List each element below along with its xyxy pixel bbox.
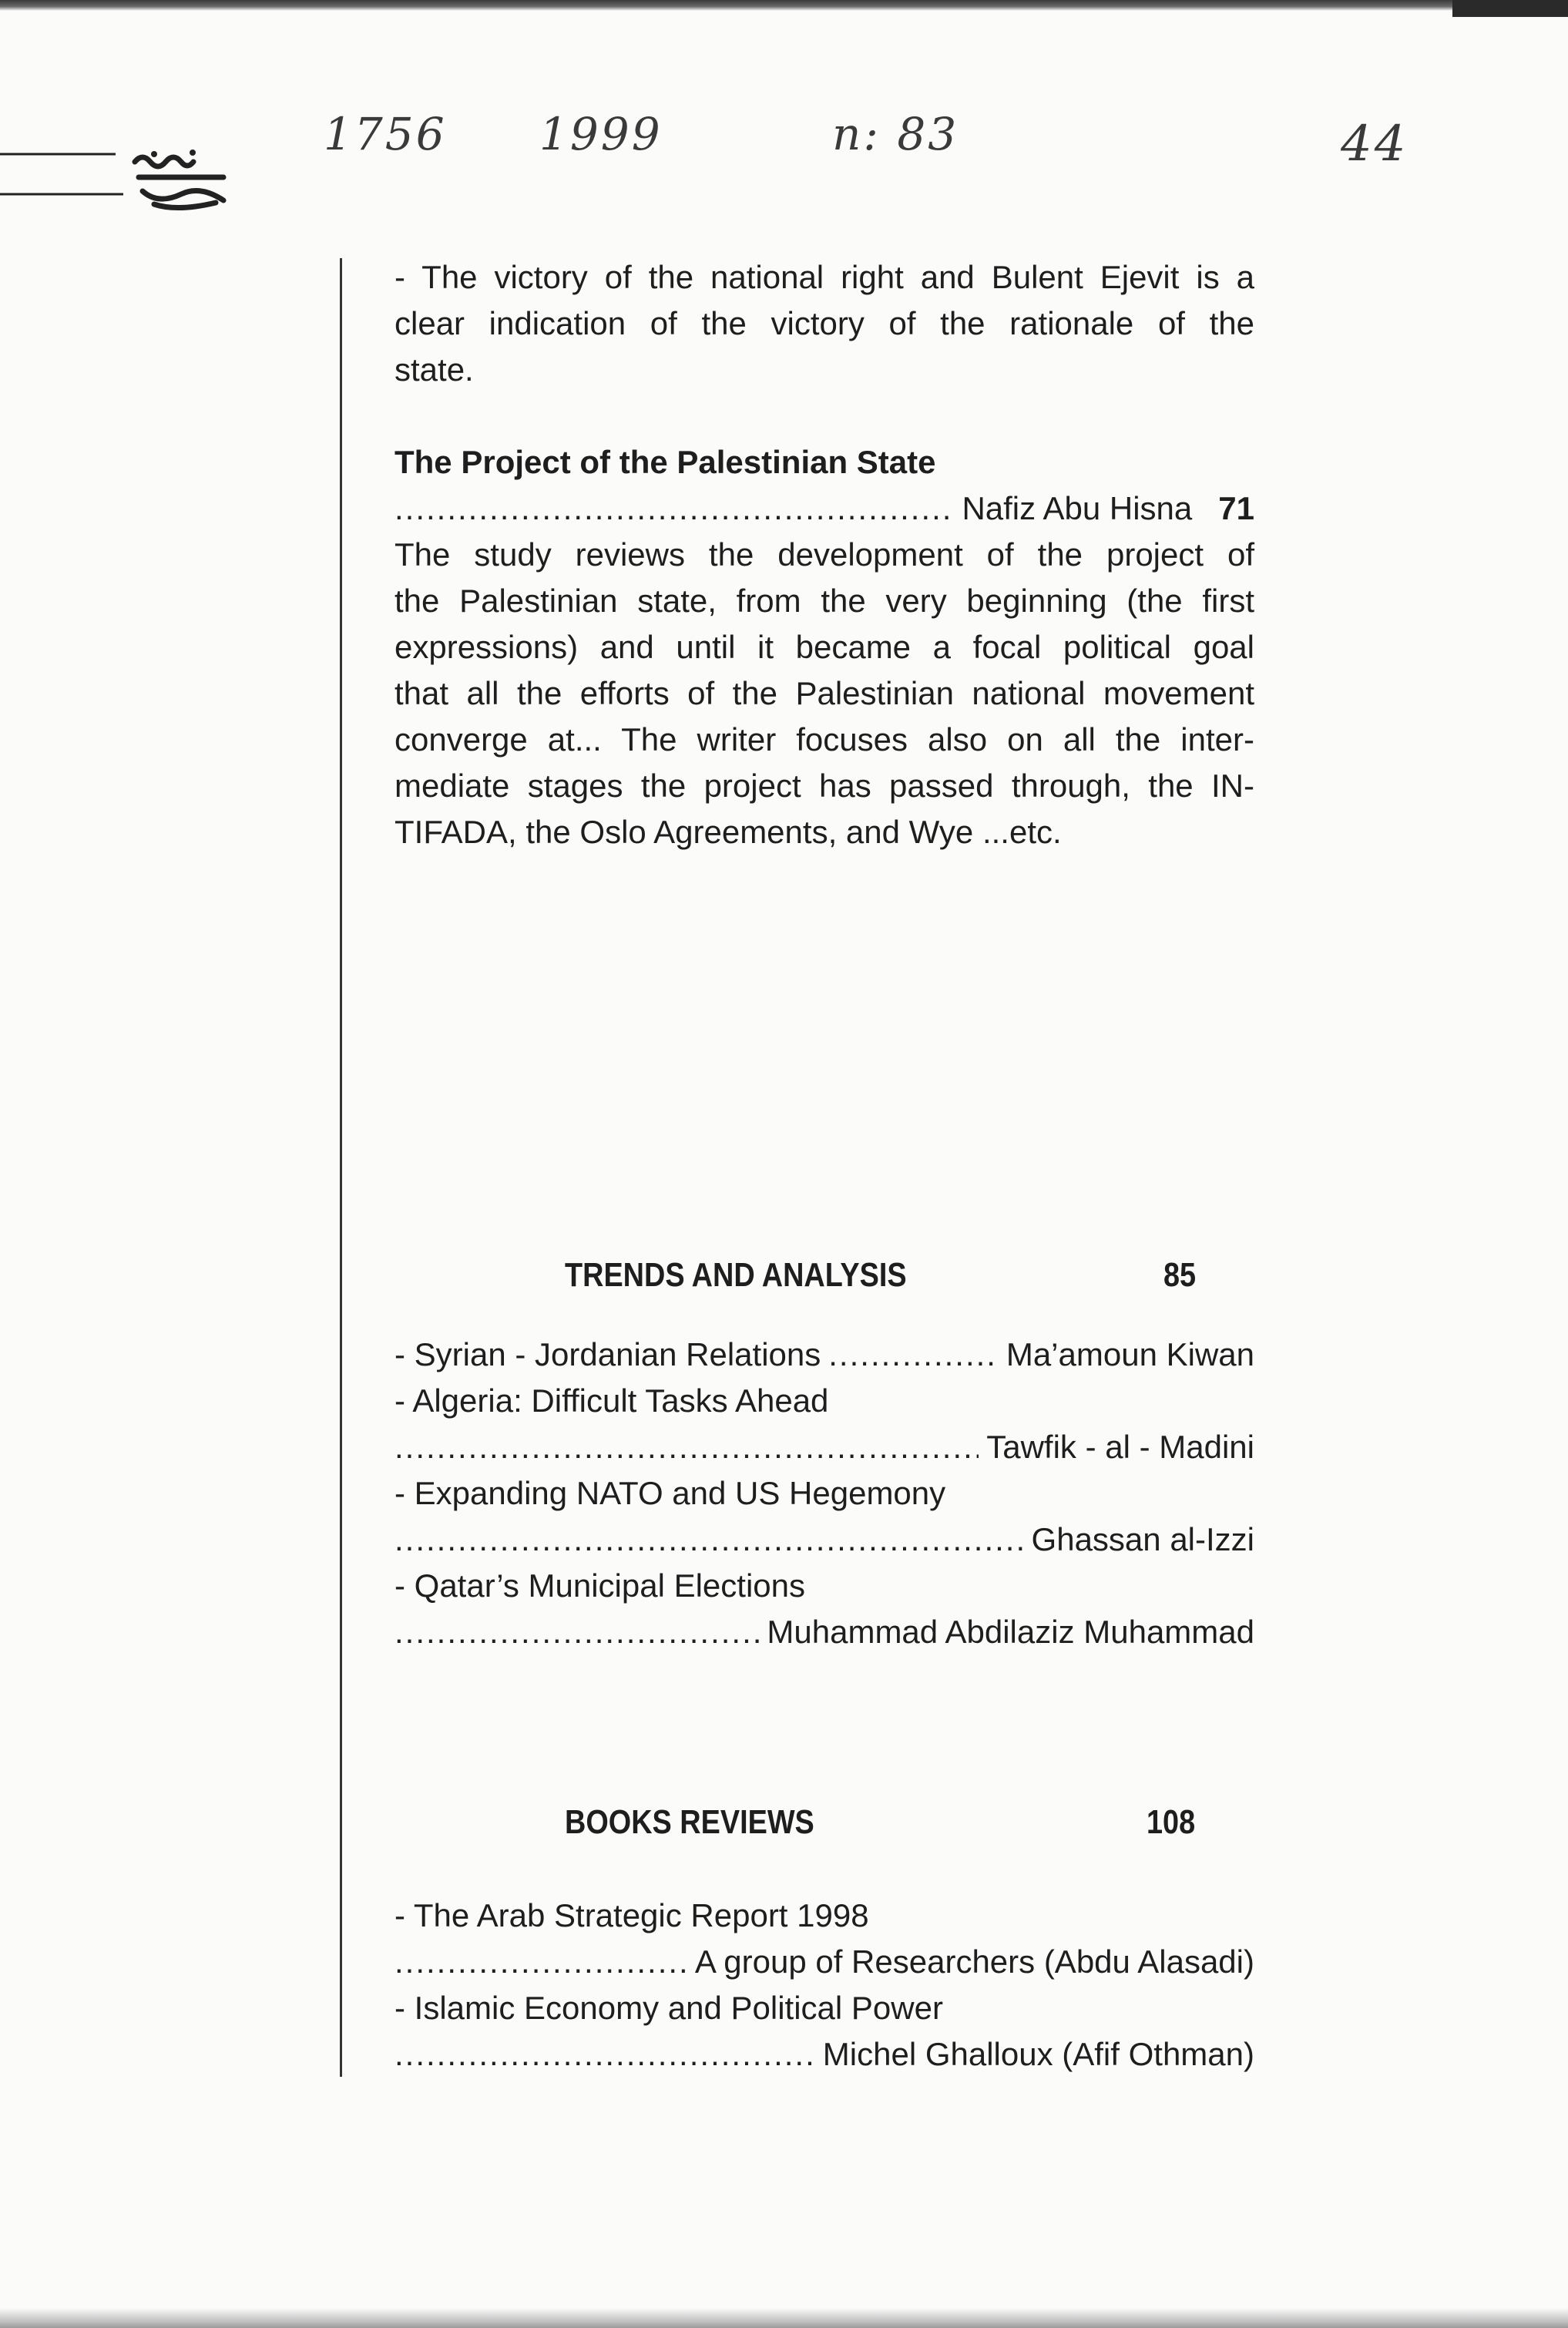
- leader-dots: [395, 2031, 815, 2078]
- intro-paragraph: [395, 254, 1254, 393]
- article-title: The Project of the Palestinian State: [395, 444, 936, 480]
- article-line: TIFADA, the Oslo Agreements, and Wye ...etc.: [395, 814, 1062, 850]
- item-author: Muhammad Abdilaziz Muhammad: [767, 1614, 1254, 1650]
- trends-list: [395, 1332, 1254, 1655]
- article-line: that all the efforts of the Palestinian national movement: [395, 675, 1254, 711]
- article-line: converge at... The writer focuses also on all the inter-: [395, 721, 1254, 758]
- article-author: Nafiz Abu Hisna: [962, 490, 1193, 526]
- item-title: - Islamic Economy and Political Power: [395, 1990, 943, 2026]
- books-page: 108: [1147, 1803, 1196, 1841]
- scan-corner: [1452, 0, 1568, 17]
- item-title: - Qatar’s Municipal Elections: [395, 1567, 805, 1604]
- books-heading: BOOKS REVIEWS: [565, 1803, 814, 1841]
- item-title: - Algeria: Difficult Tasks Ahead: [395, 1382, 829, 1419]
- item-author: Ma’amoun Kiwan: [1006, 1336, 1254, 1372]
- trends-page: 85: [1163, 1256, 1197, 1294]
- margin-rule: [340, 258, 342, 2077]
- handwritten-ref-number: 1756: [324, 108, 447, 160]
- item-author: Tawfik - al - Madini: [986, 1429, 1254, 1465]
- leader-dots: [395, 1609, 759, 1655]
- article-line: mediate stages the project has passed through, the IN-: [395, 768, 1254, 804]
- list-item: [395, 1332, 1254, 1378]
- trends-heading: TRENDS AND ANALYSIS: [565, 1256, 907, 1294]
- item-author: Ghassan al-Izzi: [1031, 1521, 1254, 1557]
- intro-line: clear indication of the victory of the rationale of the: [395, 305, 1254, 341]
- leader-dots: [828, 1332, 999, 1378]
- intro-line: state.: [395, 351, 474, 388]
- handwritten-issue: n: 83: [832, 108, 959, 160]
- leader-dots: [395, 1939, 687, 1985]
- article-block: [395, 439, 1254, 855]
- article-line: The study reviews the development of the project of: [395, 536, 1254, 573]
- intro-line: - The victory of the national right and Bulent Ejevit is a: [395, 259, 1254, 295]
- list-item: [395, 1609, 1254, 1655]
- list-item: [395, 2031, 1254, 2078]
- scan-bottom-edge: [0, 2308, 1568, 2328]
- list-item: [395, 1939, 1254, 1985]
- handwritten-page-mark: 44: [1341, 116, 1409, 173]
- item-title: - Expanding NATO and US Hegemony: [395, 1475, 946, 1511]
- handwritten-year: 1999: [539, 108, 663, 160]
- list-item: [395, 1424, 1254, 1470]
- leader-dots: [395, 1424, 979, 1470]
- item-author: Michel Ghalloux (Afif Othman): [822, 2036, 1254, 2072]
- article-line: the Palestinian state, from the very beginning (the first: [395, 583, 1254, 619]
- article-page: 71: [1218, 490, 1254, 526]
- books-list: [395, 1893, 1254, 2078]
- journal-logo: [0, 146, 247, 223]
- article-line: expressions) and until it became a focal political goal: [395, 629, 1254, 665]
- leader-dots: [395, 1517, 1024, 1563]
- leader-dots: [395, 485, 954, 532]
- item-title: - Syrian - Jordanian Relations: [395, 1336, 821, 1372]
- item-author: A group of Researchers (Abdu Alasadi): [694, 1943, 1254, 1980]
- list-item: [395, 1517, 1254, 1563]
- article-byline: [395, 485, 1254, 532]
- scan-top-edge: [0, 0, 1568, 11]
- item-title: - The Arab Strategic Report 1998: [395, 1897, 869, 1933]
